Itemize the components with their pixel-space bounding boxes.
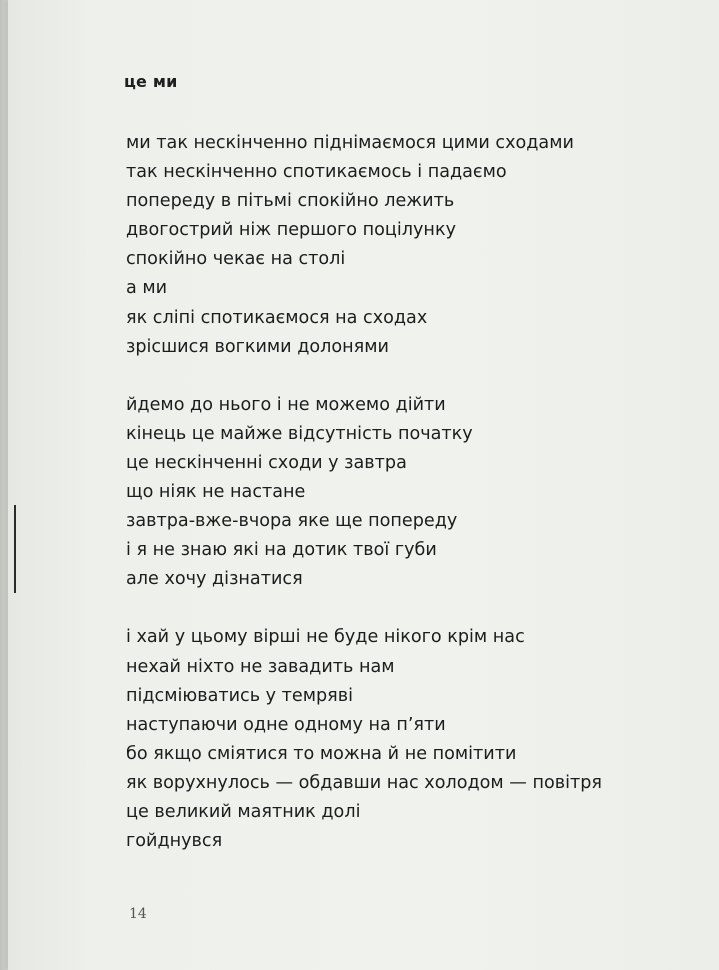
poem-line: як сліпі спотикаємося на сходах <box>126 307 428 328</box>
poem-line: гойднувся <box>126 831 223 852</box>
poem-line: підсміюватись у темряві <box>126 685 354 706</box>
poem-line: йдемо до нього і не можемо дійти <box>126 394 446 415</box>
poem-line: це великий маятник долі <box>126 801 361 822</box>
poem-title: це ми <box>124 72 178 91</box>
poem-line: попереду в пітьмі спокійно лежить <box>126 191 455 212</box>
poem-body <box>126 129 706 885</box>
poem-line: а ми <box>126 278 168 299</box>
stanza-2 <box>126 391 706 595</box>
poem-line: і я не знаю які на дотик твої губи <box>126 540 437 561</box>
poem-line: як ворухнулось — обдавши нас холодом — повітря <box>126 772 602 793</box>
poem-line: так нескінченно спотикаємось і падаємо <box>126 162 507 183</box>
book-page <box>8 0 719 970</box>
poem-line: що ніяк не настане <box>126 482 306 503</box>
stanza-3 <box>126 623 706 856</box>
poem-line: кінець це майже відсутність початку <box>126 423 473 444</box>
poem-line: і хай у цьому вірші не буде нікого крім нас <box>126 627 525 648</box>
poem-line: зрісшися вогкими долонями <box>126 336 389 357</box>
poem-line: нехай ніхто не завадить нам <box>126 656 395 677</box>
page-edge-mark <box>14 505 16 593</box>
stanza-1 <box>126 129 706 362</box>
poem-line: наступаючи одне одному на п’яти <box>126 714 446 735</box>
poem-line: бо якщо сміятися то можна й не помітити <box>126 743 517 764</box>
poem-line: спокійно чекає на столі <box>126 249 346 270</box>
poem-line: але хочу дізнатися <box>126 569 303 590</box>
poem-line: це нескінченні сходи у завтра <box>126 452 407 473</box>
poem-line: ми так нескінченно піднімаємося цими сходами <box>126 133 574 153</box>
poem-line: двогострий ніж першого поцілунку <box>126 220 456 241</box>
poem-line: завтра-вже-вчора яке ще попереду <box>126 511 458 532</box>
page-number: 14 <box>129 906 147 922</box>
